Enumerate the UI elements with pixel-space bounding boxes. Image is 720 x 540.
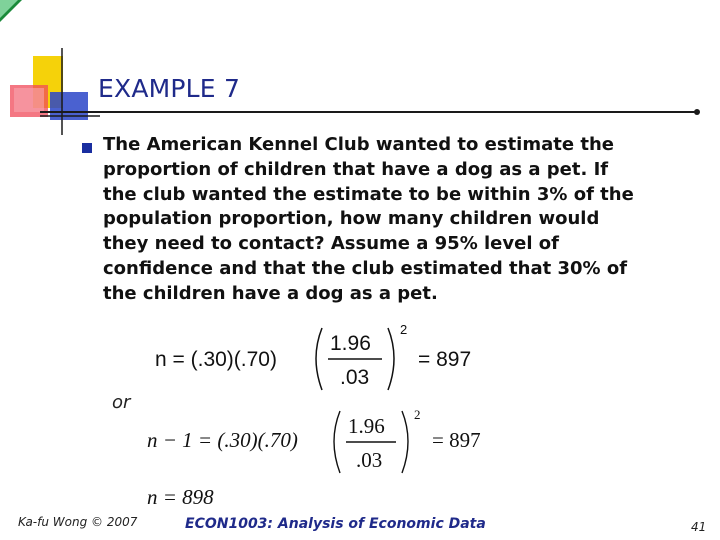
formula2-lhs: n − 1 = (.30)(.70) xyxy=(147,428,298,452)
formula1-result: = 897 xyxy=(418,348,472,371)
slide-title: EXAMPLE 7 xyxy=(98,74,241,103)
formula2-result: = 897 xyxy=(432,428,481,452)
problem-line: confidence and that the club estimated that 30% of xyxy=(103,257,628,279)
formula1-denominator: .03 xyxy=(340,366,370,389)
problem-line: the children have a dog as a pet. xyxy=(103,282,438,304)
formula2-exponent: 2 xyxy=(414,407,421,422)
problem-line: The American Kennel Club wanted to estimate the xyxy=(103,134,614,155)
problem-line: the club wanted the estimate to be within 3% of the xyxy=(103,183,634,205)
corner-triangle-icon xyxy=(0,0,40,40)
title-rule xyxy=(40,111,695,113)
formula2-numerator: 1.96 xyxy=(348,414,385,438)
decorative-squares xyxy=(0,40,110,135)
rule-end-arrow-icon xyxy=(690,105,704,119)
footer-author: Ka-fu Wong © 2007 xyxy=(18,515,138,529)
or-label: or xyxy=(112,392,131,413)
problem-line: proportion of children that have a dog as a pet. If xyxy=(103,158,609,180)
footer-course: ECON1003: Analysis of Economic Data xyxy=(185,516,486,532)
formula-sample-size-alt xyxy=(142,403,512,483)
formula2-denominator: .03 xyxy=(356,448,383,472)
formula-final-n xyxy=(142,482,262,512)
formula1-exponent: 2 xyxy=(400,322,408,337)
formula1-numerator: 1.96 xyxy=(330,332,371,355)
formula3-text: n = 898 xyxy=(147,485,214,509)
formula-sample-size xyxy=(150,318,500,398)
page-number: 41 xyxy=(691,520,707,534)
bullet-square-icon xyxy=(82,143,92,153)
problem-line: population proportion, how many children would xyxy=(103,208,600,230)
problem-line: they need to contact? Assume a 95% level of xyxy=(103,233,559,255)
formula1-lhs: n = (.30)(.70) xyxy=(155,348,277,371)
problem-statement xyxy=(103,133,663,307)
